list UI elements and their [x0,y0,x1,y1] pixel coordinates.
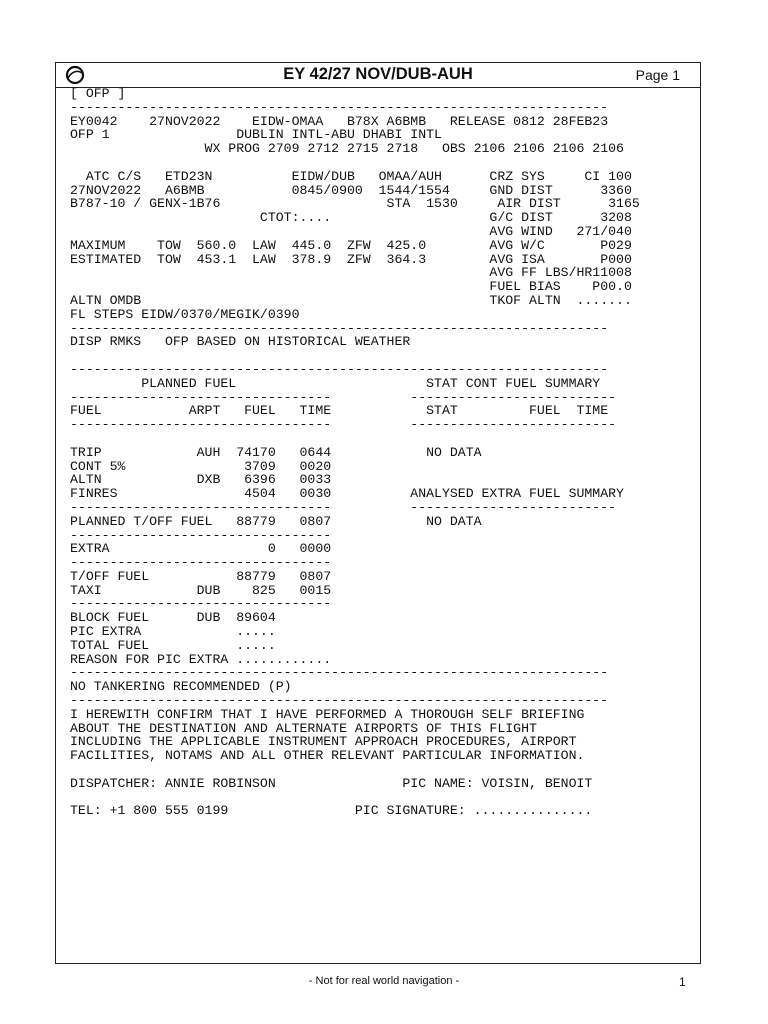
ofp-line: ALTN OMDB TKOF ALTN ....... [70,292,632,308]
ofp-line: FINRES 4504 0030 ANALYSED EXTRA FUEL SUMMARY [70,486,624,502]
page-header [56,63,700,88]
ofp-line: -------------------------------------------------------------------- [70,361,609,377]
ofp-line: I HEREWITH CONFIRM THAT I HAVE PERFORMED A THOROUGH SELF BRIEFING [70,706,585,722]
ofp-line: -------------------------------------------------------------------- [70,99,609,115]
ofp-line: -------------------------------------------------------------------- [70,665,609,681]
ofp-line: EY0042 27NOV2022 EIDW-OMAA B78X A6BMB RELEASE 0812 28FEB23 [70,113,609,129]
ofp-line: NO TANKERING RECOMMENDED (P) [70,679,292,695]
ofp-line: ALTN DXB 6396 0033 [70,472,332,488]
ofp-line: PLANNED FUEL STAT CONT FUEL SUMMARY [70,375,601,391]
ofp-line: FACILITIES, NOTAMS AND ALL OTHER RELEVANT PARTICULAR INFORMATION. [70,748,585,764]
ofp-line: ABOUT THE DESTINATION AND ALTERNATE AIRPORTS OF THIS FLIGHT [70,720,537,736]
page-title: EY 42/27 NOV/DUB-AUH [283,65,473,83]
ofp-line: --------------------------------- [70,596,332,612]
ofp-line: DISP RMKS OFP BASED ON HISTORICAL WEATHER [70,334,411,350]
ofp-line: --------------------------------- [70,527,332,543]
ofp-line: -------------------------------------------------------------------- [70,320,609,336]
footer-disclaimer: - Not for real world navigation - [308,975,460,987]
page-label: Page 1 [635,67,680,83]
ofp-line: AVG WIND 271/040 [70,223,632,239]
ofp-line: DISPATCHER: ANNIE ROBINSON PIC NAME: VOISIN, BENOIT [70,775,593,791]
ofp-page-frame [55,62,701,964]
ofp-text-body [70,87,640,818]
ofp-line: --------------------------------- -------------------------- [70,417,617,433]
ofp-line: T/OFF FUEL 88779 0807 [70,568,332,584]
ofp-line: MAXIMUM TOW 560.0 LAW 445.0 ZFW 425.0 AVG W/C P029 [70,237,632,253]
ofp-line: --------------------------------- [70,555,332,571]
ofp-line: ESTIMATED TOW 453.1 LAW 378.9 ZFW 364.3 AVG ISA P000 [70,251,632,267]
ofp-line: -------------------------------------------------------------------- [70,693,609,709]
ofp-line: ATC C/S ETD23N EIDW/DUB OMAA/AUH CRZ SYS CI 100 [70,168,632,184]
ofp-line: PLANNED T/OFF FUEL 88779 0807 NO DATA [70,513,482,529]
ofp-line: CONT 5% 3709 0020 [70,458,332,474]
ofp-line: BLOCK FUEL DUB 89604 [70,610,276,626]
ofp-line: REASON FOR PIC EXTRA ............ [70,651,332,667]
ofp-line: TOTAL FUEL ..... [70,637,276,653]
ofp-line: FUEL BIAS P00.0 [70,279,632,295]
ofp-line: FL STEPS EIDW/0370/MEGIK/0390 [70,306,300,322]
ofp-line: TRIP AUH 74170 0644 NO DATA [70,444,482,460]
ofp-line: PIC EXTRA ..... [70,624,276,640]
ofp-line: CTOT:.... G/C DIST 3208 [70,210,632,226]
ofp-line: [ OFP ] [70,86,126,101]
ofp-line: INCLUDING THE APPLICABLE INSTRUMENT APPROACH PROCEDURES, AIRPORT [70,734,577,750]
ofp-line: TEL: +1 800 555 0199 PIC SIGNATURE: ............... [70,803,593,819]
ofp-line: OFP 1 DUBLIN INTL-ABU DHABI INTL [70,127,442,143]
ofp-line: 27NOV2022 A6BMB 0845/0900 1544/1554 GND DIST 3360 [70,182,632,198]
footer-page-number: 1 [679,975,686,989]
ofp-line: --------------------------------- -------------------------- [70,389,617,405]
ofp-line: B787-10 / GENX-1B76 STA 1530 AIR DIST 3165 [70,196,640,212]
ofp-line: --------------------------------- -------------------------- [70,499,617,515]
ofp-line: TAXI DUB 825 0015 [70,582,332,598]
ofp-line: AVG FF LBS/HR11008 [70,265,632,281]
ofp-line: FUEL ARPT FUEL TIME STAT FUEL TIME [70,403,609,419]
ofp-line: WX PROG 2709 2712 2715 2718 OBS 2106 2106 2106 2106 [70,141,624,157]
ofp-line: EXTRA 0 0000 [70,541,332,557]
